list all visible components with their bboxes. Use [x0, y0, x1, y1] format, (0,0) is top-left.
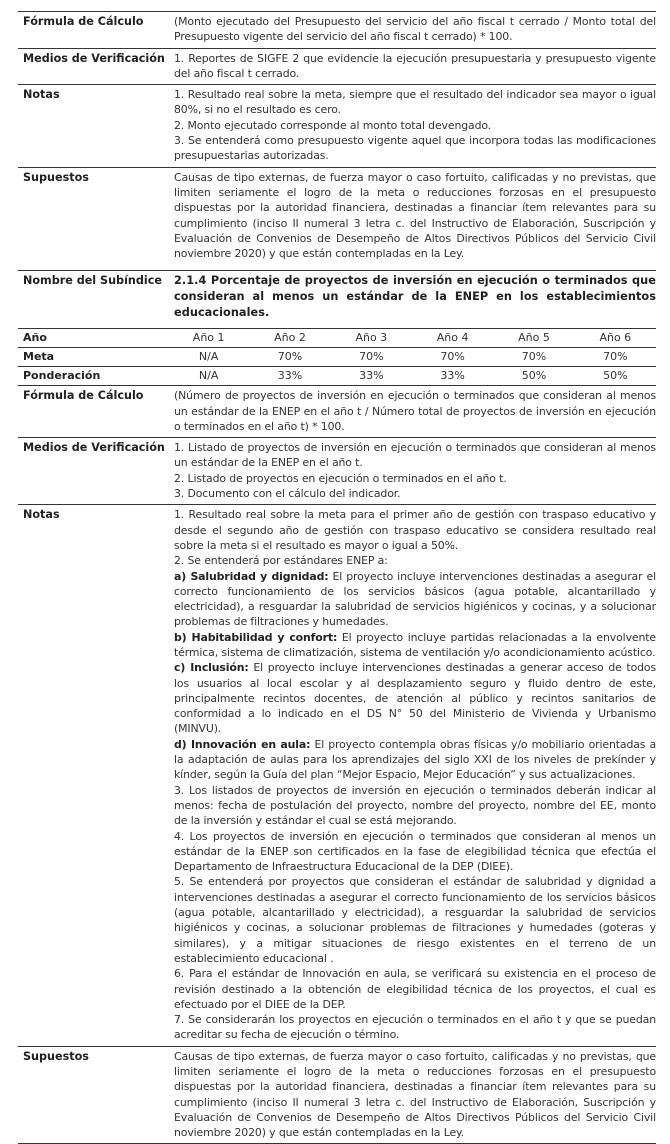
standard-text: El proyecto incluye intervenciones destinadas a generar acceso de todos los usuarios al local escolar y al desplazamiento seguro y fluido dentro de este, principalmente recintos docentes, de atención al público y recintos sanitarios de conformidad a lo indicado en el DS N° 50 del Ministerio de Vivienda y Urbanismo (MINVU).: [174, 661, 656, 736]
supuestos-row-1: [18, 167, 656, 271]
meta-cell: N/A: [168, 348, 249, 367]
supuestos-text: Causas de tipo externas, de fuerza mayor o caso fortuito, calificadas y no previstas, que limiten seriamente el logro de la meta o reducciones forzosas en el presupuesto dispuestas por la autoridad financiera, destinadas a financiar ítem relevantes para su cumplimiento (inciso II numeral 3 letra c. del Instructivo de Elaboración, Suscripción y Evaluación de Convenios de Desempeño de Altos Directivos Públicos del Servicio Civil noviembre 2020) y que están contempladas en la Ley.: [174, 170, 656, 261]
ponderacion-cell: 33%: [331, 367, 412, 386]
meta-cell: 70%: [331, 348, 412, 367]
ponderacion-label: Ponderación: [18, 367, 168, 386]
row-label: Fórmula de Cálculo: [23, 389, 144, 403]
years-header-row: [18, 329, 656, 348]
subindex-title: 2.1.4 Porcentaje de proyectos de inversión en ejecución o terminados que consideran al menos un estándar de la ENEP en los establecimientos educacionales.: [174, 274, 656, 319]
note-item: 3. Los listados de proyectos de inversión en ejecución o terminados deberán indicar al menos: fecha de postulación del proyecto, nombre del proyecto, nombre del EE, monto de la inversión y estándar el cual se está mejorando.: [174, 783, 656, 828]
row-label: Medios de Verificación: [23, 441, 165, 455]
ponderacion-cell: 33%: [412, 367, 493, 386]
ponderacion-cell: 50%: [493, 367, 574, 386]
note-item: 7. Se considerarán los proyectos en ejecución o terminados en el año t y que se puedan acreditar su fecha de ejecución o término.: [174, 1013, 656, 1042]
formula-text: (Monto ejecutado del Presupuesto del servicio del año fiscal t cerrado / Monto total del Presupuesto vigente del servicio del año fiscal t cerrado) * 100.: [174, 15, 656, 44]
meta-label: Meta: [18, 348, 168, 367]
subindex-row: [18, 270, 656, 323]
year-label: Año: [18, 329, 168, 348]
year-cell: Año 4: [412, 329, 493, 348]
meta-cell: 70%: [493, 348, 574, 367]
indicator-document: [18, 11, 656, 1144]
note-item: 5. Se entenderá por proyectos que consideran el estándar de salubridad y dignidad a intervenciones destinadas a asegurar el correcto funcionamiento de los servicios básicos (agua potable, alcantarillado y electricidad), a resguardar la salubridad de servicios higiénicos y cocinas, a solucionar problemas de filtraciones y humedades (goteras y similares), y a mitigar situaciones de riesgo existentes en el terreno de un establecimiento educacional .: [174, 875, 656, 965]
row-value: [174, 507, 656, 1042]
formula-row-2: [18, 385, 656, 437]
medios-item: 1. Listado de proyectos de inversión en ejecución o terminados que consideran al menos un estándar de la ENEP en el año t.: [174, 441, 656, 470]
meta-row: [18, 348, 656, 367]
row-label: Nombre del Subíndice: [23, 274, 162, 288]
supuestos-text: Causas de tipo externas, de fuerza mayor o caso fortuito, calificadas y no previstas, que limiten seriamente el logro de la meta o reducciones forzosas en el presupuesto dispuestas por la autoridad financiera, destinadas a financiar ítem relevantes para su cumplimiento (inciso II numeral 3 letra c. del Instructivo de Elaboración, Suscripción y Evaluación de Convenios de Desempeño de Altos Directivos Públicos del Servicio Civil noviembre 2020) y que están contempladas en la Ley.: [174, 1049, 656, 1140]
meta-cell: 70%: [412, 348, 493, 367]
note-item: 6. Para el estándar de Innovación en aula, se verificará su existencia en el proceso de revisión destinado a la obtención de elegibilidad técnica de los proyectos, el cual es efectuado por el DIEE de la DEP.: [174, 967, 656, 1011]
row-value: [174, 440, 656, 501]
row-label: Fórmula de Cálculo: [23, 15, 144, 28]
note-standard-a: [174, 569, 656, 630]
supuestos-row-2: [18, 1046, 656, 1144]
formula-row-1: [18, 11, 656, 48]
row-value: [174, 51, 656, 82]
row-label: Supuestos: [23, 170, 89, 184]
standard-title: a) Salubridad y dignidad:: [174, 569, 329, 583]
notas-row-2: [18, 504, 656, 1045]
note-standard-d: [174, 737, 656, 783]
ponderacion-row: [18, 367, 656, 386]
standard-title: b) Habitabilidad y confort:: [174, 630, 338, 644]
medios-row-2: [18, 437, 656, 504]
medios-text: 1. Reportes de SIGFE 2 que evidencie la ejecución presupuestaria y presupuesto vigente del año fiscal t cerrado.: [174, 51, 656, 80]
row-value: [174, 87, 656, 163]
row-label: Supuestos: [23, 1049, 89, 1063]
medios-item: 2. Listado de proyectos en ejecución o terminados en el año t.: [174, 471, 507, 485]
note-standard-b: [174, 630, 656, 661]
notas-row-1: [18, 84, 656, 166]
note-item: 1. Resultado real sobre la meta para el primer año de gestión con traspaso educativo y desde el segundo año de gestión con traspaso educativo se considera resultado real sobre la meta si el resultado es mayor o igual a 50%.: [174, 508, 656, 552]
year-cell: Año 1: [168, 329, 249, 348]
row-value: [174, 170, 656, 268]
year-cell: Año 6: [575, 329, 656, 348]
medios-row-1: [18, 48, 656, 85]
year-cell: Año 2: [249, 329, 330, 348]
medios-item: 3. Documento con el cálculo del indicador.: [174, 487, 401, 501]
standard-text: El proyecto incluye intervenciones destinadas a asegurar el correcto funcionamiento de los servicios básicos (agua potable, alcantarillado y electricidad), a resguardar la salubridad de servicios higiénicos y cocinas, y a solucionar problemas de filtraciones y humedades.: [174, 569, 656, 629]
note-item: 4. Los proyectos de inversión en ejecución o terminados que consideran al menos un estándar de la ENEP son certificados en la fase de elegibilidad técnica que efectúa el Departamento de Infraestructura Educacional de la DEP (DIEE).: [174, 829, 656, 874]
note-item: 2. Se entenderá por estándares ENEP a:: [174, 554, 388, 568]
row-label: Notas: [23, 508, 60, 522]
note-standard-c: [174, 660, 656, 736]
row-value: [174, 14, 656, 45]
note-item: 3. Se entenderá como presupuesto vigente aquel que incorpora todas las modificaciones presupuestarias autorizadas.: [174, 134, 656, 163]
row-label: Notas: [23, 88, 60, 102]
meta-cell: 70%: [575, 348, 656, 367]
formula-text: (Número de proyectos de inversión en ejecución o terminados que consideran al menos un estándar de la ENEP en el año t / Número total de proyectos de inversión en ejecución o terminados en el año t) * 100.: [174, 389, 656, 433]
ponderacion-cell: N/A: [168, 367, 249, 386]
standard-title: c) Inclusión:: [174, 661, 249, 675]
standard-text: El proyecto contempla obras físicas y/o mobiliario orientadas a la adaptación de aulas para los aprendizajes del siglo XXI de los niveles de prekínder y kínder, según la Guía del plan “Mejor Espacio, Mejor Educación” y sus actualizaciones.: [174, 737, 656, 782]
meta-cell: 70%: [249, 348, 330, 367]
years-table: [18, 328, 656, 385]
standard-text: El proyecto incluye partidas relacionadas a la envolvente térmica, sistema de climatización, sistema de ventilación y/o acondicionamiento acústico.: [174, 630, 656, 659]
ponderacion-cell: 50%: [575, 367, 656, 386]
note-item: 2. Monto ejecutado corresponde al monto total devengado.: [174, 118, 492, 132]
ponderacion-cell: 33%: [249, 367, 330, 386]
year-cell: Año 3: [331, 329, 412, 348]
year-cell: Año 5: [493, 329, 574, 348]
row-label: Medios de Verificación: [23, 51, 165, 65]
note-item: 1. Resultado real sobre la meta, siempre que el resultado del indicador sea mayor o igual 80%, si no el resultado es cero.: [174, 88, 656, 117]
standard-title: d) Innovación en aula:: [174, 737, 311, 751]
